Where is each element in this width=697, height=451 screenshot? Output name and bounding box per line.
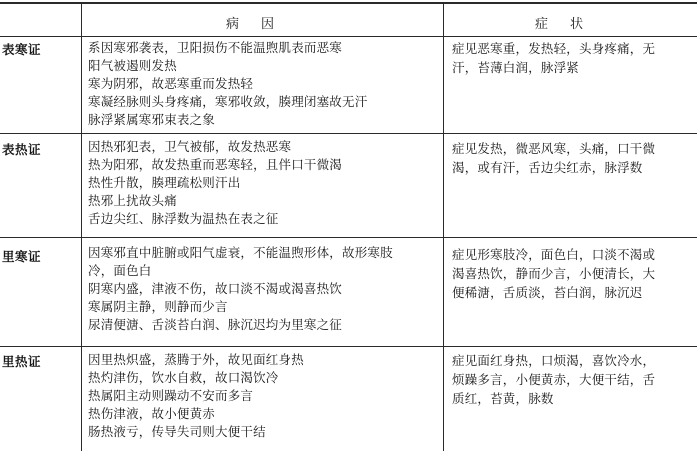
row-divider-3 [0,346,697,347]
symptom-line: 汗，苔薄白润，脉浮紧 [452,60,580,75]
cause-line: 热属阳主动则躁动不安而多言 [88,388,254,403]
symptom-line: 症见发热，微恶风寒，头痛，口干微 [452,141,656,156]
symptom-line: 症见面红身热，口烦渴，喜饮冷水， [452,353,656,368]
symptom-text [452,39,695,77]
cause-line: 肠热液亏，传导失司则大便干结 [88,424,266,439]
cause-line: 寒凝经脉则头身疼痛，寒邪收敛，腠理闭塞故无汗 [88,94,368,109]
symptom-line: 渴，或有汗，舌边尖红赤，脉浮数 [452,160,643,175]
symptom-text [452,139,695,177]
symptom-line: 症见恶寒重，发热轻，头身疼痛，无 [452,41,656,56]
cause-text [88,244,440,334]
cause-line: 因寒邪直中脏腑或阳气虚衰，不能温煦形体，故形寒肢 [88,245,393,260]
cause-text [88,351,440,441]
symptom-text [452,245,695,302]
cause-line: 热邪上扰故头痛 [88,193,177,208]
symptom-line: 症见形寒肢冷，面色白，口淡不渴或 [452,247,656,262]
syndrome-label: 里热证 [2,354,42,369]
symptom-text [452,351,695,408]
cause-line: 因热邪犯表，卫气被郁，故发热恶寒 [88,139,292,154]
table-top-border [0,2,697,4]
syndrome-label: 里寒证 [2,249,42,264]
cause-line: 热性升散，腠理疏松则汗出 [88,175,241,190]
cause-text [88,39,440,129]
cause-line: 系因寒邪袭表，卫阳损伤不能温煦肌表而恶寒 [88,40,343,55]
symptom-line: 烦躁多言，小便黄赤，大便干结，舌 [452,372,656,387]
cause-line: 热伤津液，故小便黄赤 [88,406,216,421]
cause-line: 阳气被遏则发热 [88,58,177,73]
symptom-line: 便稀溏，舌质淡，苔白润，脉沉迟 [452,285,643,300]
cause-line: 寒属阴主静，则静而少言 [88,299,228,314]
cause-line: 寒为阴邪，故恶寒重而发热轻 [88,76,254,91]
column-divider-left [81,2,82,451]
syndrome-label: 表寒证 [2,42,42,57]
row-divider-1 [0,133,697,134]
cause-line: 热为阳邪，故发热重而恶寒轻，且伴口干微渴 [88,157,343,172]
cause-line: 冷，面色白 [88,263,152,278]
cause-line: 热灼津伤，饮水自救，故口渴饮冷 [88,370,279,385]
column-divider-right [443,2,444,451]
cause-line: 因里热炽盛，蒸腾于外，故见面红身热 [88,352,304,367]
cause-text [88,138,440,228]
cause-line: 舌边尖红、脉浮数为温热在表之征 [88,211,279,226]
header-divider [0,36,697,37]
row-divider-2 [0,237,697,238]
syndrome-label: 表热证 [2,142,42,157]
symptom-line: 渴喜热饮，静而少言，小便清长，大 [452,266,656,281]
cause-line: 阴寒内盛，津液不伤，故口淡不渴或渴喜热饮 [88,281,343,296]
header-symptom: 症状 [535,17,606,32]
cause-line: 尿清便溏、舌淡苔白润、脉沉迟均为里寒之征 [88,317,343,332]
symptom-line: 质红，苔黄，脉数 [452,391,554,406]
cause-line: 脉浮紧属寒邪束表之象 [88,112,216,127]
header-cause: 病因 [226,17,297,32]
